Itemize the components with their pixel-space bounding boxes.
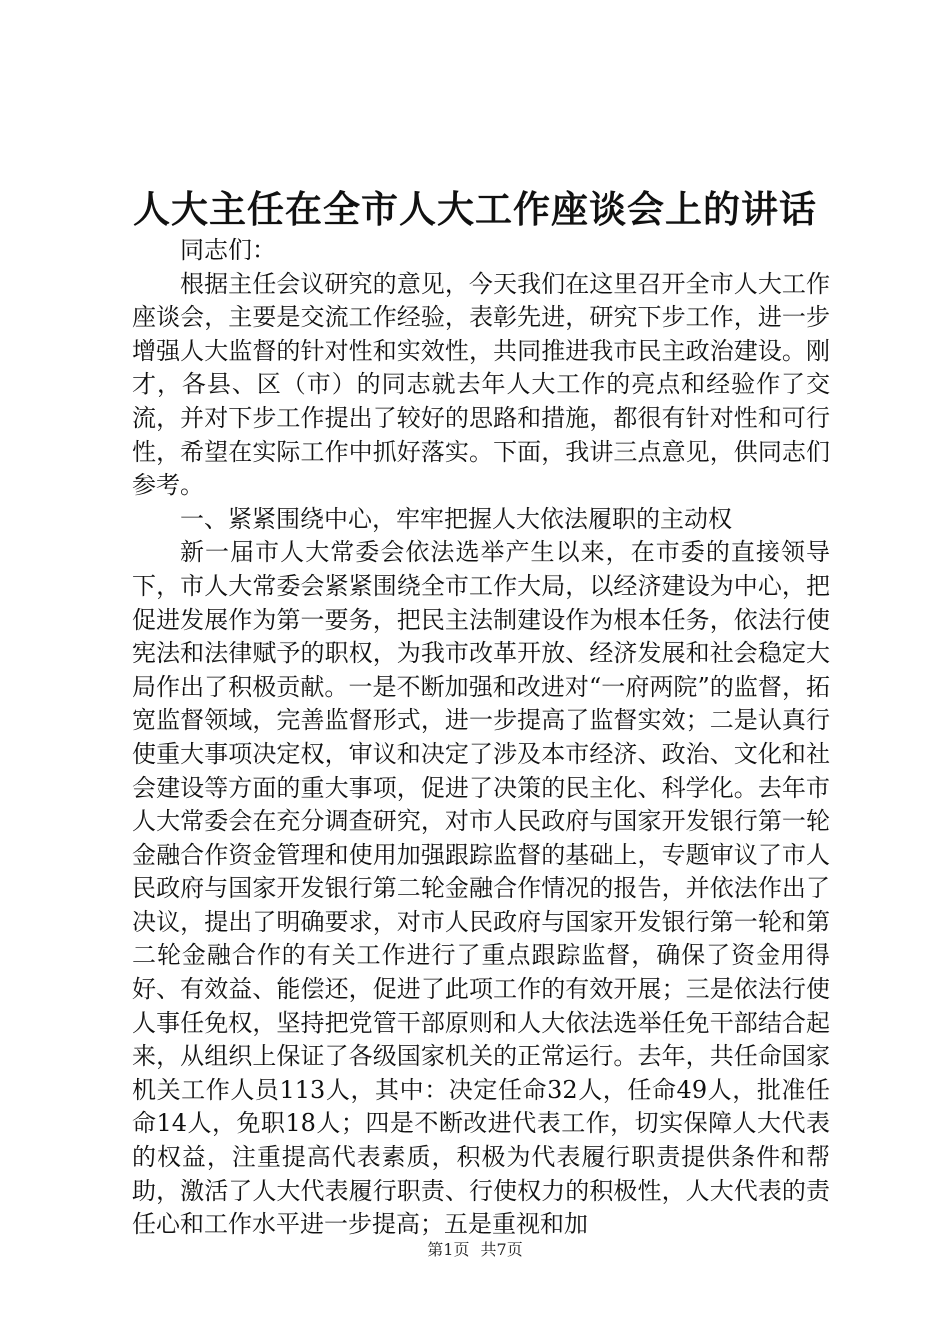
document-body [132, 234, 830, 1242]
page-number: 第1页 [427, 1240, 470, 1259]
page-total: 共7页 [480, 1240, 523, 1259]
section-heading-1: 一、紧紧围绕中心，牢牢把握人大依法履职的主动权 [180, 504, 732, 533]
salutation: 同志们： [180, 236, 276, 264]
page-footer [0, 1240, 950, 1260]
paragraph-section-1: 新一届市人大常委会依法选举产生以来，在市委的直接领导下，市人大常委会紧紧围绕全市工作大局，以经济建设为中心，把促进发展作为第一要务，把民主法制建设作为根本任务，依法行使宪法和法律赋予的职权，为我市改革开放、经济发展和社会稳定大局作出了积极贡献。一是不断加强和改进对“一府两院”的监督，拓宽监督领域，完善监督形式，进一步提高了监督实效；二是认真行使重大事项决定权，审议和决定了涉及本市经济、政治、文化和社会建设等方面的重大事项，促进了决策的民主化、科学化。去年市人大常委会在充分调查研究，对市人民政府与国家开发银行第一轮金融合作资金管理和使用加强跟踪监督的基础上，专题审议了市人民政府与国家开发银行第二轮金融合作情况的报告，并依法作出了决议，提出了明确要求，对市人民政府与国家开发银行第一轮和第二轮金融合作的有关工作进行了重点跟踪监督，确保了资金用得好、有效益、能偿还，促进了此项工作的有效开展；三是依法行使人事任免权，坚持把党管干部原则和人大依法选举任免干部结合起来，从组织上保证了各级国家机关的正常运行。去年，共任命国家机关工作人员113人，其中：决定任命32人，任命49人，批准任命14人，免职18人；四是不断改进代表工作，切实保障人大代表的权益，注重提高代表素质，积极为代表履行职责提供条件和帮助，激活了人大代表履行职责、行使权力的积极性，人大代表的责任心和工作水平进一步提高；五是重视和加 [132, 538, 830, 1239]
document-title: 人大主任在全市人大工作座谈会上的讲话 [133, 187, 817, 231]
paragraph-intro: 根据主任会议研究的意见，今天我们在这里召开全市人大工作座谈会，主要是交流工作经验，表彰先进，研究下步工作，进一步增强人大监督的针对性和实效性，共同推进我市民主政治建设。刚才，各县、区（市）的同志就去年人大工作的亮点和经验作了交流，并对下步工作提出了较好的思路和措施，都很有针对性和可行性，希望在实际工作中抓好落实。下面，我讲三点意见，供同志们参考。 [132, 269, 830, 500]
